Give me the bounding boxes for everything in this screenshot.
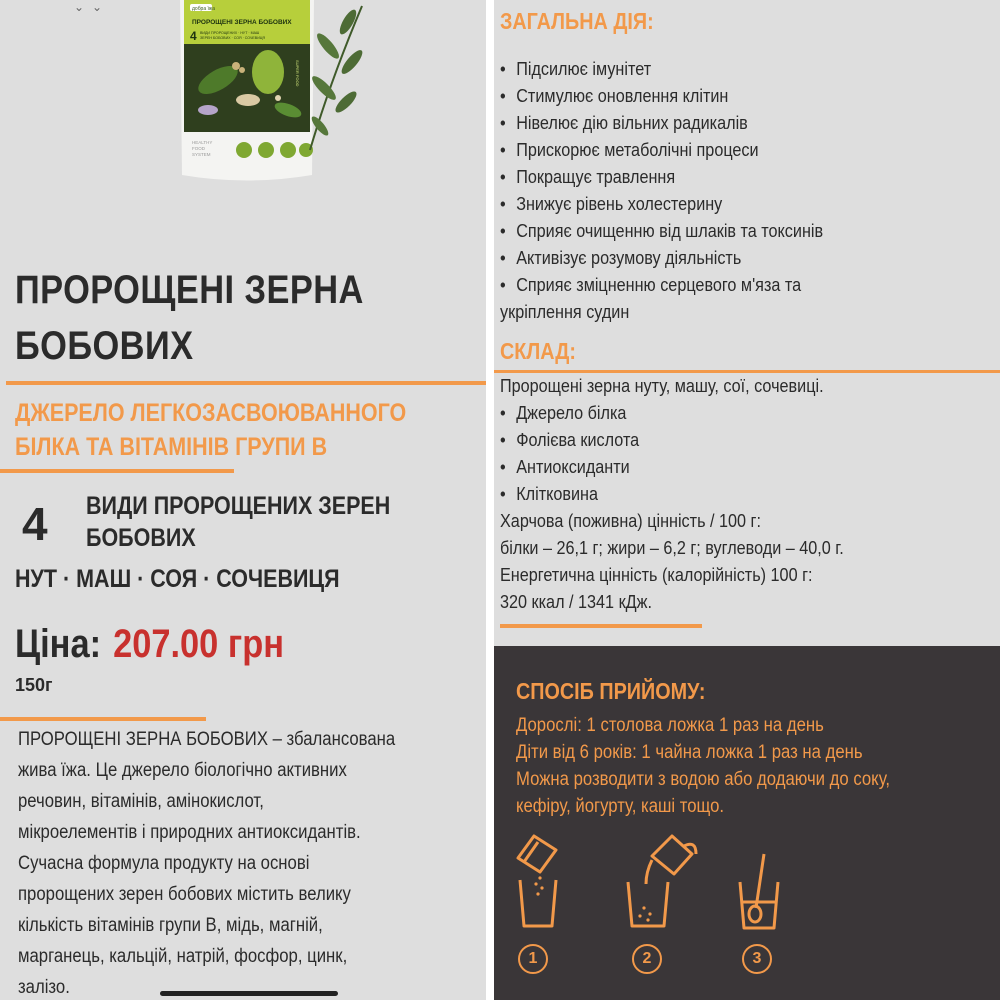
nutrition-line: Енергетична цінність (калорійність) 100 г: bbox=[500, 565, 813, 585]
kinds-label-line: БОБОВИХ bbox=[86, 524, 196, 552]
usage-panel bbox=[494, 646, 1000, 1000]
package-line2: ЗЕРЕН БОБОВИХ · СОЯ · СОЧЕВИЦЯ bbox=[200, 36, 266, 40]
package-footer3: SYSTEM bbox=[192, 152, 211, 157]
usage-line: Дорослі: 1 столова ложка 1 раз на день bbox=[516, 715, 824, 736]
product-description bbox=[18, 724, 432, 1000]
product-title-line: БОБОВИХ bbox=[15, 324, 194, 368]
description-line: марганець, кальцій, натрій, фосфор, цинк, bbox=[18, 946, 348, 967]
product-title-line: ПРОРОЩЕНІ ЗЕРНА bbox=[15, 268, 364, 312]
nutrition-line: білки – 26,1 г; жири – 6,2 г; вуглеводи – 40,0 г. bbox=[500, 538, 844, 558]
usage-line: Можна розводити з водою або додаючи до соку, bbox=[516, 769, 891, 790]
package-side: SUPER FOOD bbox=[295, 60, 300, 87]
usage-text bbox=[516, 712, 890, 820]
product-subtitle-line: ДЖЕРЕЛО ЛЕГКОЗАСВОЮВАННОГО bbox=[15, 399, 407, 427]
list-item: • Покращує травлення bbox=[500, 164, 823, 191]
nutrition-line: Харчова (поживна) цінність / 100 г: bbox=[500, 511, 761, 531]
package-brand: добра їжа bbox=[192, 6, 216, 12]
scroll-indicator[interactable] bbox=[160, 991, 338, 996]
kinds-count: 4 bbox=[22, 498, 48, 550]
product-details bbox=[494, 0, 1000, 1000]
package-footer2: FOOD bbox=[192, 146, 205, 151]
usage-line: Діти від 6 років: 1 чайна ложка 1 раз на день bbox=[516, 742, 863, 763]
composition-list bbox=[500, 400, 639, 508]
step-number: 3 bbox=[742, 944, 772, 974]
description-line: ПРОРОЩЕНІ ЗЕРНА БОБОВИХ – збалансована bbox=[18, 729, 396, 750]
usage-line: кефіру, йогурту, каші тощо. bbox=[516, 796, 725, 817]
pour-water-icon bbox=[622, 832, 702, 928]
divider bbox=[0, 717, 206, 721]
step-number: 2 bbox=[632, 944, 662, 974]
list-item-continuation: укріплення судин bbox=[500, 302, 630, 322]
description-line: жива їжа. Це джерело біологічно активних bbox=[18, 760, 347, 781]
list-item: • Сприяє очищенню від шлаків та токсинів bbox=[500, 218, 823, 245]
composition-heading: СКЛАД: bbox=[500, 338, 576, 364]
price-label: Ціна: bbox=[15, 622, 102, 666]
list-item: • Нівелює дію вільних радикалів bbox=[500, 110, 823, 137]
nutrition-line: 320 ккал / 1341 кДж. bbox=[500, 592, 652, 612]
list-item: • Прискорює метаболічні процеси bbox=[500, 137, 823, 164]
divider bbox=[0, 469, 234, 473]
product-subtitle-line: БІЛКА ТА ВІТАМІНІВ ГРУПИ В bbox=[15, 433, 328, 461]
description-line: залізо. bbox=[18, 977, 70, 998]
list-item: • Сприяє зміцненню серцевого м'яза та bbox=[500, 272, 823, 299]
product-subtitle bbox=[15, 396, 406, 464]
effect-heading: ЗАГАЛЬНА ДІЯ: bbox=[500, 8, 654, 34]
list-item: • Джерело білка bbox=[500, 400, 639, 427]
product-package-image bbox=[178, 0, 316, 183]
kinds-label bbox=[86, 490, 390, 554]
chevron-down-icon[interactable]: ⌄ bbox=[74, 0, 85, 14]
list-item: • Клітковина bbox=[500, 481, 639, 508]
weight: 150г bbox=[15, 675, 53, 695]
kinds-label-line: ВИДИ ПРОРОЩЕНИХ ЗЕРЕН bbox=[86, 492, 391, 520]
sachet-pour-icon bbox=[510, 832, 570, 928]
bean-types: НУТ · МАШ · СОЯ · СОЧЕВИЦЯ bbox=[15, 565, 340, 593]
leaf-branch-image bbox=[300, 2, 380, 152]
effect-list bbox=[500, 56, 823, 326]
list-item: • Стимулює оновлення клітин bbox=[500, 83, 823, 110]
product-card bbox=[0, 0, 486, 1000]
package-line1: ВИДИ ПРОРОЩЕНИХ · НУТ · МАШ bbox=[200, 31, 260, 35]
product-title bbox=[15, 262, 411, 374]
usage-heading: СПОСІБ ПРИЙОМУ: bbox=[516, 678, 706, 704]
nutrition-info bbox=[500, 508, 844, 616]
price-row bbox=[15, 616, 284, 672]
stir-spoon-icon bbox=[732, 852, 792, 932]
list-item: • Антиоксиданти bbox=[500, 454, 639, 481]
divider bbox=[500, 624, 702, 628]
price-value: 207.00 грн bbox=[113, 622, 284, 666]
description-line: кількість вітамінів групи В, мідь, магній, bbox=[18, 915, 323, 936]
list-item: • Підсилює імунітет bbox=[500, 56, 823, 83]
composition-intro: Пророщені зерна нуту, машу, сої, сочевиці. bbox=[500, 376, 824, 396]
divider bbox=[6, 381, 486, 385]
step-number: 1 bbox=[518, 944, 548, 974]
description-line: пророщених зерен бобових містить велику bbox=[18, 884, 351, 905]
description-line: Сучасна формула продукту на основі bbox=[18, 853, 310, 874]
chevron-down-icon[interactable]: ⌄ bbox=[92, 0, 103, 14]
package-count: 4 bbox=[190, 29, 197, 43]
list-item: • Активізує розумову діяльність bbox=[500, 245, 823, 272]
description-line: речовин, вітамінів, амінокислот, bbox=[18, 791, 264, 812]
list-item: • Знижує рівень холестерину bbox=[500, 191, 823, 218]
description-line: мікроелементів і природних антиоксидантів. bbox=[18, 822, 361, 843]
list-item: • Фолієва кислота bbox=[500, 427, 639, 454]
package-title: ПРОРОЩЕНІ ЗЕРНА БОБОВИХ bbox=[192, 19, 292, 26]
package-footer1: HEALTHY bbox=[192, 140, 213, 145]
